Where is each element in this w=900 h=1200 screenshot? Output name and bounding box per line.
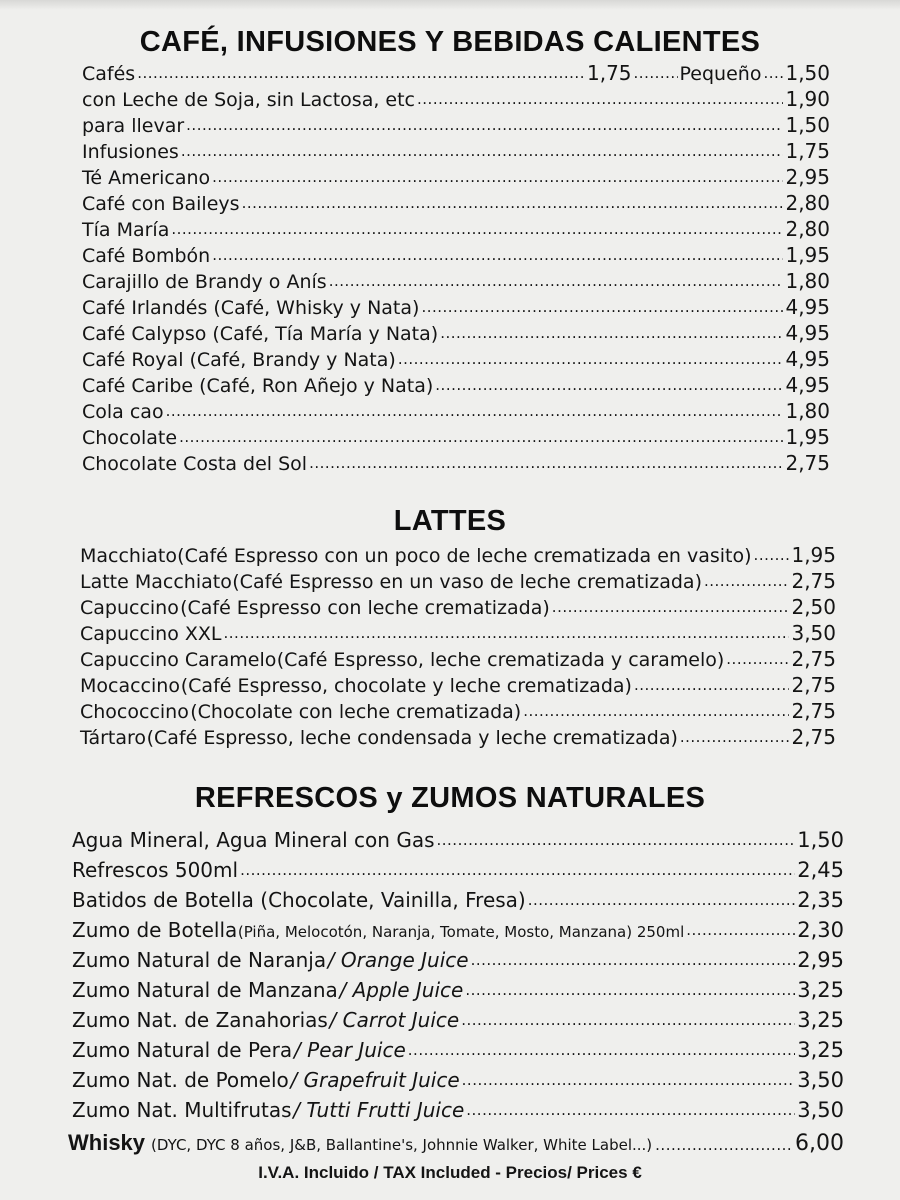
item-price: 2,75 xyxy=(791,647,836,671)
dot-leader xyxy=(634,671,790,698)
item-price: 2,75 xyxy=(791,699,836,723)
item-note: (Café Espresso con un poco de leche crematizada en vasito) xyxy=(177,545,752,567)
dot-leader xyxy=(408,1033,795,1065)
dot-leader xyxy=(462,1063,796,1095)
dot-leader xyxy=(528,883,796,915)
item-name: Café Royal (Café, Brandy y Nata) xyxy=(82,349,396,371)
item-price: 1,50 xyxy=(785,113,830,137)
dot-leader xyxy=(655,1136,792,1154)
dot-leader xyxy=(417,85,783,112)
dot-leader xyxy=(137,59,585,86)
item-name: Latte Macchiato xyxy=(80,571,232,593)
menu-item xyxy=(82,450,830,476)
menu-item xyxy=(72,945,844,975)
item-note: / Carrot Juice xyxy=(329,1008,460,1032)
item-name: Batidos de Botella (Chocolate, Vainilla, Fresa) xyxy=(72,888,526,912)
item-size-label: Pequeño xyxy=(679,63,762,85)
item-name: Chocolate Costa del Sol xyxy=(82,453,308,475)
item-price: 1,75 xyxy=(785,139,830,163)
menu-item xyxy=(80,646,836,672)
item-price: 2,75 xyxy=(791,569,836,593)
item-price: 2,35 xyxy=(797,888,844,912)
menu-item xyxy=(80,672,836,698)
menu-item xyxy=(72,915,844,945)
menu-item xyxy=(80,620,836,646)
section-lattes xyxy=(80,542,836,750)
dot-leader xyxy=(471,943,796,975)
menu-item xyxy=(80,724,836,750)
menu-item xyxy=(72,1035,844,1065)
item-price: 6,00 xyxy=(795,1131,844,1156)
item-price: 3,50 xyxy=(791,621,836,645)
item-note: / Grapefruit Juice xyxy=(290,1068,460,1092)
menu-item xyxy=(82,164,830,190)
item-price: 2,45 xyxy=(797,858,844,882)
item-price: 3,50 xyxy=(797,1098,844,1122)
menu-item xyxy=(72,825,844,855)
tax-note: I.V.A. Incluido / TAX Included - Precios/ Prices € xyxy=(258,1163,642,1182)
menu-item xyxy=(82,346,830,372)
menu-item xyxy=(72,975,844,1005)
menu-item xyxy=(82,138,830,164)
item-note: (Piña, Melocotón, Naranja, Tomate, Mosto, Manzana) 250ml xyxy=(237,923,685,941)
dot-leader xyxy=(437,823,796,855)
menu-item xyxy=(72,855,844,885)
dot-leader xyxy=(440,319,783,346)
item-price: 1,95 xyxy=(791,543,836,567)
item-name: Zumo Nat. de Zanahorias xyxy=(72,1008,328,1032)
item-price: 1,80 xyxy=(785,399,830,423)
item-name: con Leche de Soja, sin Lactosa, etc xyxy=(82,89,416,111)
dot-leader xyxy=(465,973,795,1005)
menu-item xyxy=(82,86,830,112)
dot-leader xyxy=(186,111,783,138)
item-name: Zumo Natural de Naranja xyxy=(72,948,327,972)
item-note: (Café Espresso con leche crematizada) xyxy=(180,597,550,619)
item-note: / Orange Juice xyxy=(327,948,469,972)
page-edge-shadow xyxy=(0,0,900,10)
item-name: Chococcino xyxy=(80,701,189,723)
item-name: Café Bombón xyxy=(82,245,211,267)
item-note: / Tutti Frutti Juice xyxy=(293,1098,465,1122)
menu-item xyxy=(82,294,830,320)
item-name: Refrescos 500ml xyxy=(72,858,239,882)
dot-leader xyxy=(461,1003,795,1035)
dot-leader xyxy=(240,853,795,885)
item-name: Zumo de Botella xyxy=(72,918,238,942)
item-name: Capuccino XXL xyxy=(80,623,222,645)
item-name: Agua Mineral, Agua Mineral con Gas xyxy=(72,828,435,852)
item-name: Tártaro xyxy=(80,727,147,749)
menu-item xyxy=(82,190,830,216)
menu-item xyxy=(82,268,830,294)
item-name: Whisky xyxy=(68,1130,146,1155)
dot-leader xyxy=(466,1093,795,1125)
menu-item xyxy=(80,568,836,594)
item-price: 2,80 xyxy=(785,191,830,215)
dot-leader xyxy=(726,645,789,672)
item-name: Café Calypso (Café, Tía María y Nata) xyxy=(82,323,439,345)
item-price: 4,95 xyxy=(785,321,830,345)
menu-item xyxy=(80,542,836,568)
item-note: (DYC, DYC 8 años, J&B, Ballantine's, Johnnie Walker, White Label...) xyxy=(151,1136,653,1154)
menu-item xyxy=(82,242,830,268)
dot-leader xyxy=(242,189,784,216)
menu-item xyxy=(72,1005,844,1035)
dot-leader xyxy=(398,345,784,372)
item-price: 3,25 xyxy=(797,978,844,1002)
item-name: Café Caribe (Café, Ron Añejo y Nata) xyxy=(82,375,434,397)
section-drinks xyxy=(72,825,844,1125)
item-name: Café Irlandés (Café, Whisky y Nata) xyxy=(82,297,420,319)
item-price: 1,50 xyxy=(797,828,844,852)
menu-item xyxy=(82,320,830,346)
item-price: 4,95 xyxy=(785,295,830,319)
item-name: Zumo Natural de Pera xyxy=(72,1038,293,1062)
item-note: / Apple Juice xyxy=(339,978,464,1002)
menu-item xyxy=(72,885,844,915)
item-name: Mocaccino xyxy=(80,675,180,697)
menu-item xyxy=(72,1095,844,1125)
item-name: Infusiones xyxy=(82,141,179,163)
menu-item xyxy=(82,424,830,450)
item-price: 2,50 xyxy=(791,595,836,619)
dot-leader xyxy=(212,241,783,268)
menu-item xyxy=(72,1065,844,1095)
dot-leader xyxy=(523,697,789,724)
item-price: 1,90 xyxy=(785,87,830,111)
dot-leader xyxy=(181,137,784,164)
menu-item-whisky xyxy=(68,1130,844,1156)
item-name: para llevar xyxy=(82,115,185,137)
item-price: 2,75 xyxy=(791,673,836,697)
item-price: 3,50 xyxy=(797,1068,844,1092)
menu-item-cafes xyxy=(82,60,830,86)
item-price: 2,80 xyxy=(785,217,830,241)
item-price: 2,30 xyxy=(797,918,844,942)
item-name: Capuccino xyxy=(80,597,179,619)
section-title-hot-drinks: CAFÉ, INFUSIONES Y BEBIDAS CALIENTES xyxy=(139,26,761,58)
item-price-small: 1,50 xyxy=(785,61,830,85)
item-name: Zumo Natural de Manzana xyxy=(72,978,338,1002)
item-name: Chocolate xyxy=(82,427,178,449)
dot-leader xyxy=(552,593,790,620)
item-name: Café con Baileys xyxy=(82,193,240,215)
dot-leader xyxy=(329,267,784,294)
item-price: 3,25 xyxy=(797,1008,844,1032)
item-note: (Café Espresso, leche condensada y leche crematizada) xyxy=(146,727,678,749)
dot-leader xyxy=(224,619,790,646)
item-price: 1,95 xyxy=(785,425,830,449)
item-price: 4,95 xyxy=(785,373,830,397)
dot-leader xyxy=(166,397,784,424)
dot-leader xyxy=(171,215,783,242)
section-hot-drinks xyxy=(82,60,830,476)
item-price: 1,95 xyxy=(785,243,830,267)
item-price: 1,80 xyxy=(785,269,830,293)
dot-leader xyxy=(704,567,789,594)
dot-leader xyxy=(435,371,783,398)
item-note: (Café Espresso, chocolate y leche crematizada) xyxy=(180,675,632,697)
menu-item xyxy=(82,112,830,138)
item-name: Carajillo de Brandy o Anís xyxy=(82,271,327,293)
item-price: 2,95 xyxy=(797,948,844,972)
item-price: 2,95 xyxy=(785,165,830,189)
dot-leader xyxy=(686,913,795,945)
section-title-drinks: REFRESCOS y ZUMOS NATURALES xyxy=(194,782,706,814)
menu-item xyxy=(82,216,830,242)
dot-leader xyxy=(212,163,783,190)
dot-leader xyxy=(309,449,783,476)
dot-leader xyxy=(421,293,783,320)
dot-leader xyxy=(680,723,790,750)
dot-leader xyxy=(754,541,790,568)
item-price: 2,75 xyxy=(785,451,830,475)
item-name: Tía María xyxy=(82,219,170,241)
item-name: Cafés xyxy=(82,63,136,85)
section-title-lattes: LATTES xyxy=(393,505,507,537)
item-note: (Café Espresso, leche crematizada y caramelo) xyxy=(276,649,725,671)
item-note: / Pear Juice xyxy=(294,1038,406,1062)
dot-leader xyxy=(763,59,783,86)
item-price: 2,75 xyxy=(791,725,836,749)
menu-item xyxy=(80,594,836,620)
menu-item xyxy=(80,698,836,724)
dot-leader xyxy=(179,423,783,450)
menu-item xyxy=(82,398,830,424)
item-name: Macchiato xyxy=(80,545,177,567)
item-name: Cola cao xyxy=(82,401,164,423)
item-note: (Café Espresso en un vaso de leche crematizada) xyxy=(232,571,702,593)
item-note: (Chocolate con leche crematizada) xyxy=(190,701,522,723)
item-price: 4,95 xyxy=(785,347,830,371)
item-price: 1,75 xyxy=(587,61,632,85)
item-price: 3,25 xyxy=(797,1038,844,1062)
dot-leader xyxy=(634,59,678,86)
item-name: Capuccino Caramelo xyxy=(80,649,277,671)
item-name: Té Americano xyxy=(82,167,211,189)
item-name: Zumo Nat. de Pomelo xyxy=(72,1068,289,1092)
item-name: Zumo Nat. Multifrutas xyxy=(72,1098,292,1122)
menu-item xyxy=(82,372,830,398)
